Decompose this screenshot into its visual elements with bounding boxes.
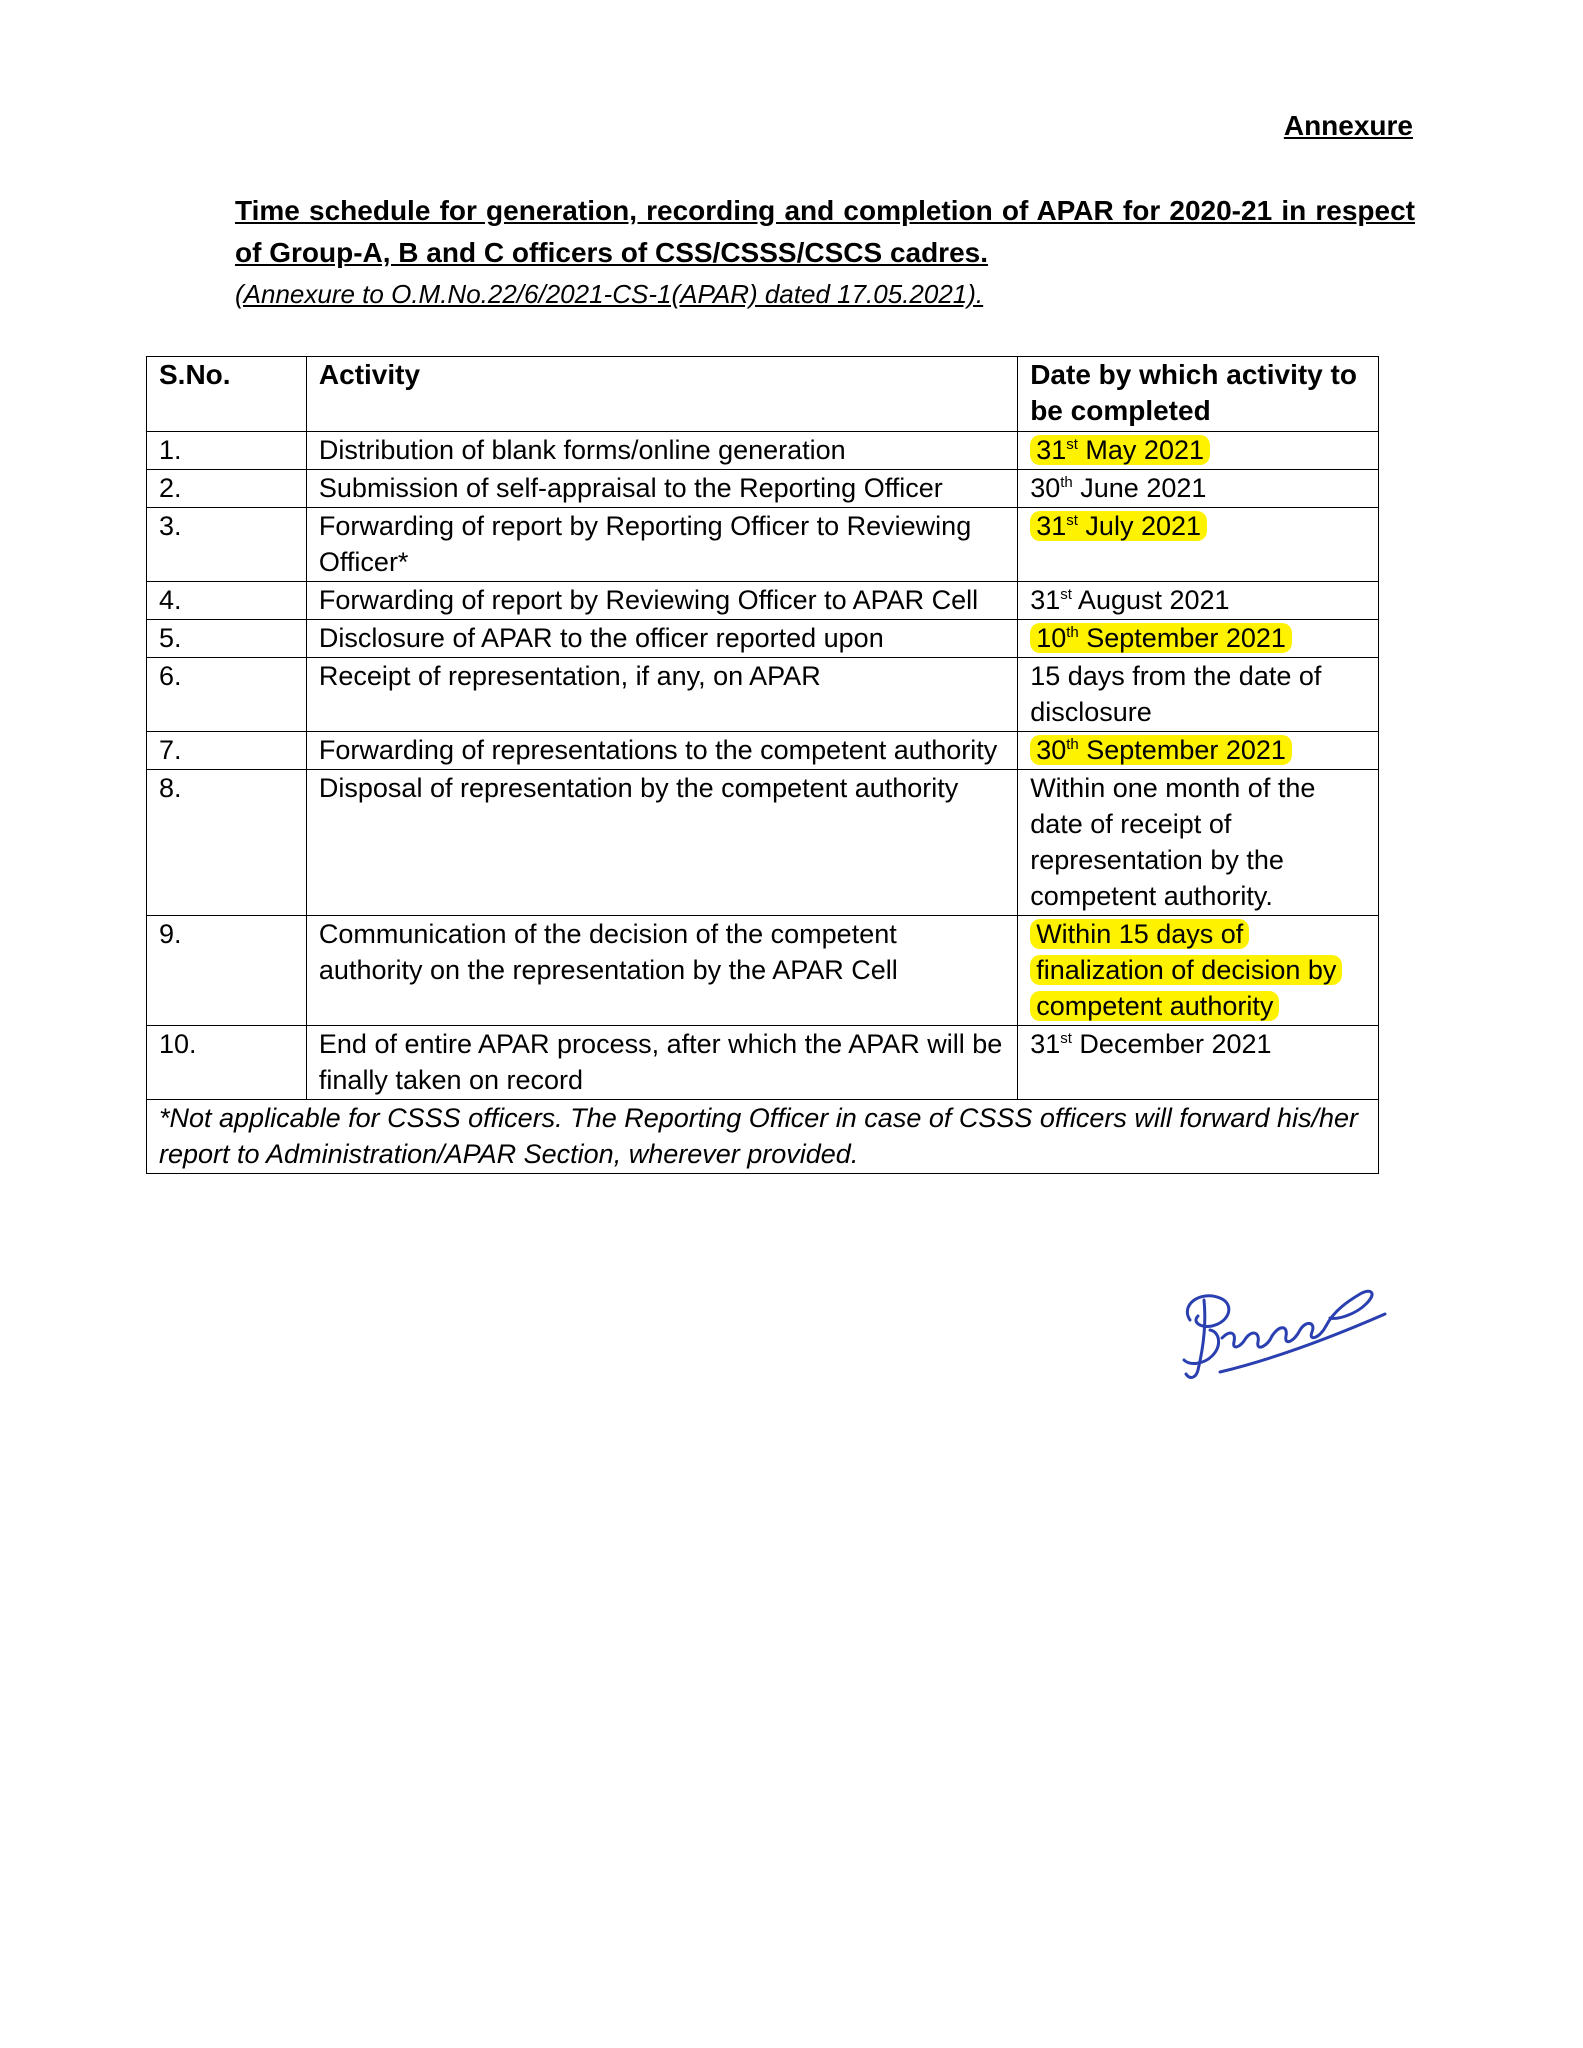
highlighted-date: Within 15 days of finalization of decision by competent authority (1030, 919, 1342, 1021)
row-sno: 6. (147, 658, 307, 732)
date-ordinal-suffix: st (1066, 436, 1078, 453)
date-text (1030, 473, 1206, 503)
row-activity: Forwarding of report by Reporting Officer to Reviewing Officer* (306, 508, 1017, 582)
highlighted-date (1030, 623, 1292, 653)
highlighted-date (1030, 435, 1210, 465)
row-date (1018, 770, 1379, 916)
date-ordinal-suffix: st (1060, 1030, 1072, 1047)
date-ordinal-suffix: th (1066, 736, 1079, 753)
table-row (147, 732, 1379, 770)
date-number: 30 (1036, 735, 1067, 765)
date-number: 31 (1036, 435, 1067, 465)
date-ordinal-suffix: st (1060, 586, 1072, 603)
date-month-year: June 2021 (1072, 473, 1207, 503)
table-row (147, 620, 1379, 658)
row-date (1018, 658, 1379, 732)
table-body (147, 432, 1379, 1100)
row-activity: Forwarding of representations to the competent authority (306, 732, 1017, 770)
date-number: 10 (1036, 623, 1067, 653)
row-activity: Disposal of representation by the competent authority (306, 770, 1017, 916)
date-number: 31 (1036, 511, 1067, 541)
row-sno: 1. (147, 432, 307, 470)
date-ordinal-suffix: st (1066, 512, 1078, 529)
date-number: 30 (1030, 473, 1061, 503)
table-row (147, 432, 1379, 470)
document-title: Time schedule for generation, recording and completion of APAR for 2020-21 in respect of Group-A, B and C officers of CSS/CSSS/CSCS cadres. (235, 195, 1415, 268)
schedule-table (146, 356, 1379, 1174)
row-sno: 10. (147, 1026, 307, 1100)
title-block (235, 190, 1415, 314)
date-number: 31 (1030, 1029, 1061, 1059)
row-date (1018, 508, 1379, 582)
annexure-label: Annexure (1283, 110, 1413, 141)
row-activity: Communication of the decision of the competent authority on the representation by the APAR Cell (306, 916, 1017, 1026)
row-date (1018, 432, 1379, 470)
row-activity: End of entire APAR process, after which the APAR will be finally taken on record (306, 1026, 1017, 1100)
header-sno: S.No. (147, 357, 307, 432)
header-date: Date by which activity to be completed (1018, 357, 1379, 432)
row-sno: 5. (147, 620, 307, 658)
date-number: 31 (1030, 585, 1061, 615)
table-row (147, 470, 1379, 508)
table-row (147, 582, 1379, 620)
row-activity: Submission of self-appraisal to the Reporting Officer (306, 470, 1017, 508)
date-month-year: August 2021 (1071, 585, 1230, 615)
row-date (1018, 732, 1379, 770)
table-row (147, 1026, 1379, 1100)
date-ordinal-suffix: th (1060, 474, 1073, 491)
date-month-year: May 2021 (1077, 435, 1204, 465)
date-month-year: September 2021 (1078, 623, 1286, 653)
row-date (1018, 582, 1379, 620)
row-date (1018, 470, 1379, 508)
row-date (1018, 1026, 1379, 1100)
footnote: *Not applicable for CSSS officers. The Reporting Officer in case of CSSS officers will forward his/her report to Administration/APAR Section, wherever provided. (147, 1100, 1379, 1174)
row-sno: 3. (147, 508, 307, 582)
row-sno: 8. (147, 770, 307, 916)
row-date (1018, 620, 1379, 658)
footnote-row (147, 1100, 1379, 1174)
row-date (1018, 916, 1379, 1026)
document-subtitle: (Annexure to O.M.No.22/6/2021-CS-1(APAR) dated 17.05.2021). (235, 279, 984, 309)
header-activity: Activity (306, 357, 1017, 432)
row-activity: Disclosure of APAR to the officer reported upon (306, 620, 1017, 658)
signature-text: Bromod (1160, 1260, 1164, 1261)
date-text: Within one month of the date of receipt of representation by the competent authority. (1030, 773, 1316, 911)
row-sno: 9. (147, 916, 307, 1026)
date-text (1030, 585, 1229, 615)
date-month-year: July 2021 (1077, 511, 1202, 541)
row-sno: 2. (147, 470, 307, 508)
row-activity: Forwarding of report by Reviewing Officer to APAR Cell (306, 582, 1017, 620)
row-activity: Receipt of representation, if any, on APAR (306, 658, 1017, 732)
table-row (147, 916, 1379, 1026)
row-sno: 7. (147, 732, 307, 770)
highlighted-date (1030, 511, 1207, 541)
date-month-year: December 2021 (1071, 1029, 1272, 1059)
row-activity: Distribution of blank forms/online generation (306, 432, 1017, 470)
table-row (147, 508, 1379, 582)
table-row (147, 770, 1379, 916)
table-header-row (147, 357, 1379, 432)
date-ordinal-suffix: th (1066, 624, 1079, 641)
table-row (147, 658, 1379, 732)
date-month-year: September 2021 (1078, 735, 1286, 765)
date-text: 15 days from the date of disclosure (1030, 661, 1322, 727)
date-text (1030, 1029, 1271, 1059)
row-sno: 4. (147, 582, 307, 620)
highlighted-date (1030, 735, 1292, 765)
signature (1160, 1260, 1390, 1390)
